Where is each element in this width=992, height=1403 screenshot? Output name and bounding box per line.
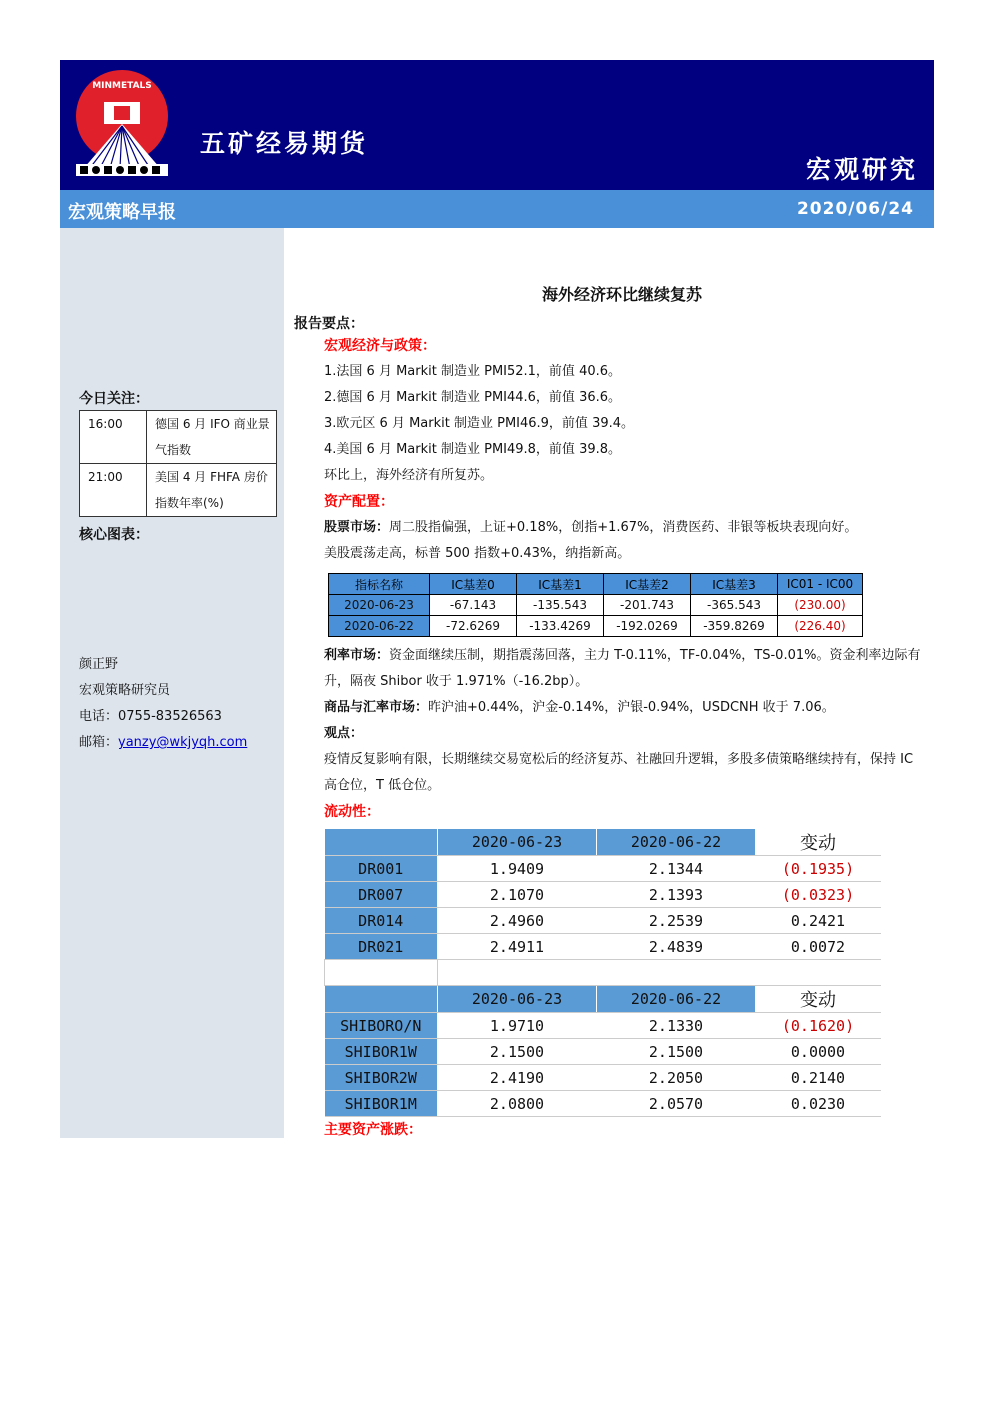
- focus-event: 美国 4 月 FHFA 房价指数年率(%): [147, 464, 277, 517]
- table-cell: 2.4960: [438, 908, 597, 934]
- column-header: 2020-06-22: [597, 829, 756, 856]
- minmetals-logo: [74, 68, 170, 176]
- table-row: [325, 882, 881, 908]
- rate-name: SHIBOR1W: [325, 1039, 438, 1065]
- commodity-paragraph: [294, 695, 930, 721]
- change-cell: 0.0072: [756, 934, 881, 960]
- change-cell: (0.0323): [756, 882, 881, 908]
- rate-name: DR007: [325, 882, 438, 908]
- macro-item: 环比上，海外经济有所复苏。: [324, 468, 494, 483]
- macro-item: 1.法国 6 月 Markit 制造业 PMI52.1，前值 40.6。: [324, 364, 622, 379]
- company-name: 五矿经易期货: [200, 129, 369, 158]
- macro-title: 宏观经济与政策：: [324, 338, 436, 354]
- table-row: [325, 1065, 881, 1091]
- asset-title: 资产配置：: [324, 494, 394, 510]
- table-header-row: [325, 829, 881, 856]
- stock-paragraph: [294, 515, 930, 541]
- stock-text: 周二股指偏强，上证+0.18%，创指+1.67%，消费医药、非银等板块表现向好。: [389, 520, 858, 535]
- table-cell: 2.0570: [597, 1091, 756, 1117]
- view-text: 疫情反复影响有限，长期继续交易宽松后的经济复苏、社融回升逻辑，多股多债策略继续持有，保持 IC 高仓位，T 低仓位。: [324, 752, 914, 793]
- table-cell: (230.00): [778, 595, 863, 616]
- column-header: 2020-06-23: [438, 986, 597, 1013]
- column-header: IC01 - IC00: [778, 574, 863, 595]
- table-cell: 1.9409: [438, 856, 597, 882]
- table-cell: 2.4911: [438, 934, 597, 960]
- table-cell: -359.8269: [691, 616, 778, 637]
- table-cell: 2.1344: [597, 856, 756, 882]
- column-header: 变动: [756, 986, 881, 1013]
- table-row: [329, 595, 863, 616]
- table-cell: 2.1070: [438, 882, 597, 908]
- table-cell: 1.9710: [438, 1013, 597, 1039]
- liquidity-table: [324, 829, 881, 1117]
- table-cell: 2.1330: [597, 1013, 756, 1039]
- view-label: 观点：: [324, 726, 364, 741]
- spacer-row: [325, 960, 881, 986]
- stock-label: 股票市场：: [324, 520, 390, 535]
- change-cell: 0.2421: [756, 908, 881, 934]
- change-cell: 0.0230: [756, 1091, 881, 1117]
- commodity-text: 昨沪油+0.44%，沪金-0.14%，沪银-0.94%，USDCNH 收于 7.06。: [428, 700, 835, 715]
- table-cell: 2.1500: [438, 1039, 597, 1065]
- table-cell: -67.143: [430, 595, 517, 616]
- table-cell: 2020-06-22: [329, 616, 430, 637]
- commodity-label: 商品与汇率市场：: [324, 700, 429, 715]
- email-label: 邮箱：: [79, 735, 119, 750]
- analyst-email-line: [79, 730, 247, 756]
- sidebar: [60, 228, 284, 1138]
- points-title: 报告要点：: [294, 316, 364, 332]
- major-assets-title: 主要资产涨跌：: [324, 1122, 422, 1138]
- liquidity-title: 流动性：: [324, 804, 380, 820]
- rate-name: DR021: [325, 934, 438, 960]
- analyst-contact: [79, 652, 247, 756]
- column-header: IC基差1: [517, 574, 604, 595]
- report-header: [60, 60, 934, 190]
- focus-row: [80, 411, 277, 464]
- change-cell: (0.1620): [756, 1013, 881, 1039]
- table-row: [325, 856, 881, 882]
- focus-title: 今日关注：: [79, 391, 149, 407]
- table-cell: (226.40): [778, 616, 863, 637]
- rate-label: 利率市场：: [324, 648, 390, 663]
- column-header: 2020-06-23: [438, 829, 597, 856]
- table-cell: 2.1500: [597, 1039, 756, 1065]
- report-subbar: [60, 190, 934, 228]
- report-date: 2020/06/24: [796, 199, 914, 219]
- rate-name: DR014: [325, 908, 438, 934]
- focus-table: [79, 410, 277, 517]
- table-row: [329, 616, 863, 637]
- core-charts-title: 核心图表：: [79, 527, 149, 543]
- report-type: 宏观策略早报: [68, 202, 176, 223]
- table-cell: 2.4839: [597, 934, 756, 960]
- focus-time: 21:00: [80, 464, 147, 517]
- table-cell: 2.2050: [597, 1065, 756, 1091]
- table-row: [325, 934, 881, 960]
- column-header: IC基差0: [430, 574, 517, 595]
- logo-wordmark: MINMETALS: [92, 81, 152, 91]
- table-cell: -72.6269: [430, 616, 517, 637]
- change-cell: 0.0000: [756, 1039, 881, 1065]
- department-name: 宏观研究: [805, 155, 918, 184]
- report-title: 海外经济环比继续复苏: [541, 285, 702, 304]
- table-row: [325, 908, 881, 934]
- table-cell: 2020-06-23: [329, 595, 430, 616]
- table-cell: 2.1393: [597, 882, 756, 908]
- focus-row: [80, 464, 277, 517]
- table-header-row: [329, 574, 863, 595]
- macro-item: 4.美国 6 月 Markit 制造业 PMI49.8，前值 39.8。: [324, 442, 622, 457]
- ic-basis-table: [328, 573, 863, 637]
- main-content: [294, 278, 930, 1143]
- table-cell: -135.543: [517, 595, 604, 616]
- table-row: [325, 1091, 881, 1117]
- rate-name: SHIBOR1M: [325, 1091, 438, 1117]
- rate-text: 资金面继续压制，期指震荡回落，主力 T-0.11%，TF-0.04%，TS-0.01%。资金利率边际有升，隔夜 Shibor 收于 1.971%（-16.2bp）。: [324, 648, 921, 689]
- table-cell: 2.4190: [438, 1065, 597, 1091]
- focus-time: 16:00: [80, 411, 147, 464]
- analyst-phone: 电话：0755-83526563: [79, 709, 222, 724]
- rate-name: SHIBORO/N: [325, 1013, 438, 1039]
- table-cell: 2.0800: [438, 1091, 597, 1117]
- rate-paragraph: [294, 643, 930, 695]
- stock-text-2: 美股震荡走高，标普 500 指数+0.43%，纳指新高。: [324, 546, 631, 561]
- table-cell: -365.543: [691, 595, 778, 616]
- change-cell: (0.1935): [756, 856, 881, 882]
- table-cell: -201.743: [604, 595, 691, 616]
- table-row: [325, 1039, 881, 1065]
- column-header: 变动: [756, 829, 881, 856]
- email-link[interactable]: yanzy@wkjyqh.com: [118, 735, 248, 750]
- column-header: IC基差3: [691, 574, 778, 595]
- change-cell: 0.2140: [756, 1065, 881, 1091]
- column-header: IC基差2: [604, 574, 691, 595]
- focus-event: 德国 6 月 IFO 商业景气指数: [147, 411, 277, 464]
- rate-name: SHIBOR2W: [325, 1065, 438, 1091]
- macro-item: 2.德国 6 月 Markit 制造业 PMI44.6，前值 36.6。: [324, 390, 622, 405]
- table-cell: -133.4269: [517, 616, 604, 637]
- column-header: [325, 986, 438, 1013]
- table-row: [325, 1013, 881, 1039]
- analyst-name: 颜正野: [79, 657, 119, 672]
- table-cell: -192.0269: [604, 616, 691, 637]
- table-cell: 2.2539: [597, 908, 756, 934]
- column-header: 指标名称: [329, 574, 430, 595]
- table-header-row: [325, 986, 881, 1013]
- column-header: [325, 829, 438, 856]
- rate-name: DR001: [325, 856, 438, 882]
- column-header: 2020-06-22: [597, 986, 756, 1013]
- analyst-title: 宏观策略研究员: [79, 683, 171, 698]
- macro-item: 3.欧元区 6 月 Markit 制造业 PMI46.9，前值 39.4。: [324, 416, 635, 431]
